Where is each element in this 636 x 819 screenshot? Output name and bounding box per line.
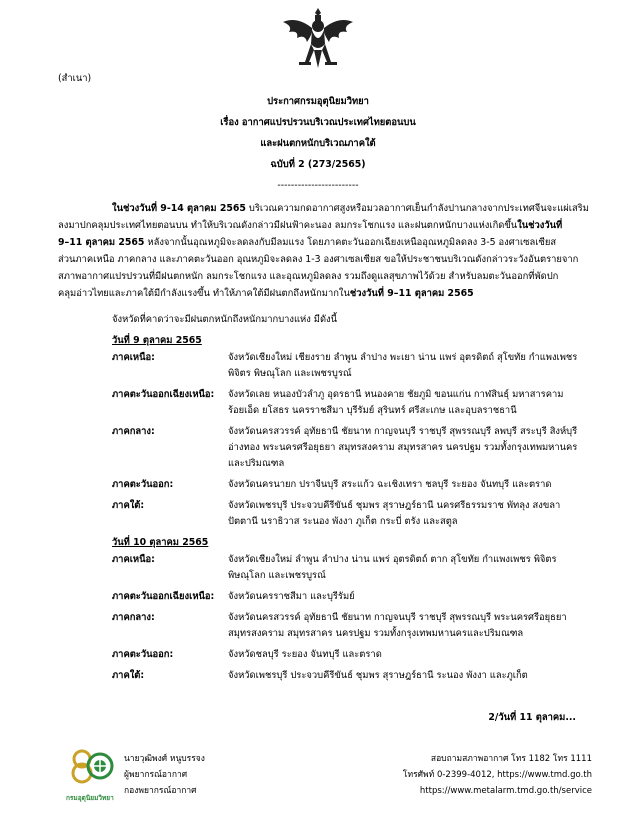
para1-line4: ส่วนภาคเหนือ ภาคกลาง และภาคตะวันออก อุณหภูมิจะลดลง 1-3 องศาเซลเซียส ขอให้ประชาชนบริเวณดังกล่าวระวังอันตรายจาก (58, 254, 579, 265)
day10-north-label: ภาคเหนือ: (112, 554, 155, 565)
day10-north-line2: พิษณุโลก และเพชรบูรณ์ (228, 570, 326, 581)
day10-south-label: ภาคใต้: (112, 670, 145, 681)
para1-line2-text: ลงมาปกคลุมประเทศไทยตอนบน ทำให้บริเวณดังกล่าวมีฝนฟ้าคะนอง ลมกระโชกแรง และฝนตกหนักบางแห่งเกิดขึ้น (58, 220, 518, 231)
para1-line1 (112, 201, 589, 217)
day9-central-line2: อ่างทอง พระนครศรีอยุธยา สมุทรสงคราม สมุทรสาคร นครปฐม รวมทั้งกรุงเทพมหานคร (228, 442, 578, 453)
day9-northeast-line1: จังหวัดเลย หนองบัวลำภู อุดรธานี หนองคาย ชัยภูมิ ขอนแก่น กาฬสินธุ์ มหาสารคาม (228, 389, 564, 400)
day10-central-line2: สมุทรสงคราม สมุทรสาคร นครปฐม รวมทั้งกรุงเทพมหานครและปริมณฑล (228, 628, 524, 639)
day9-central-line3: และปริมณฑล (228, 458, 285, 469)
para1-line5: สภาพอากาศแปรปรวนที่มีฝนตกหนัก ลมกระโชกแรง และอุณหภูมิลดลง รวมถึงดูแลสุขภาพไว้ด้วย สำหรับลมตะวันออกที่พัดปก (58, 271, 559, 282)
day10-heading: วันที่ 10 ตุลาคม 2565 (112, 537, 209, 548)
day9-central-label: ภาคกลาง: (112, 426, 155, 437)
para1-line2-bold: ในช่วงวันที่ (517, 220, 563, 231)
para1-line3 (58, 235, 556, 251)
day9-northeast-line2: ร้อยเอ็ด ยโสธร นครราชสีมา บุรีรัมย์ สุรินทร์ ศรีสะเกษ และอุบลราชธานี (228, 405, 517, 416)
contact-line-2: โทรศัพท์ 0-2399-4012, https://www.tmd.go.th (402, 770, 592, 780)
logo-text: กรมอุตุนิยมวิทยา (66, 794, 114, 802)
para2: จังหวัดที่คาดว่าจะมีฝนตกหนักถึงหนักมากบางแห่ง มีดังนี้ (112, 314, 338, 325)
separator: ------------------------ (277, 180, 359, 191)
contact-line-1: สอบถามสภาพอากาศ โทร 1182 โทร 1111 (430, 754, 592, 764)
para1-line3-bold: 9–11 ตุลาคม 2565 (58, 237, 145, 248)
signer-name: นายวุฒิพงศ์ หนูบรรจง (124, 754, 205, 764)
signer-division: กองพยากรณ์อากาศ (124, 786, 197, 796)
para1-line2 (58, 218, 562, 234)
para1-line6-bold: ช่วงวันที่ 9–11 ตุลาคม 2565 (349, 288, 474, 299)
day10-south-line1: จังหวัดเพชรบุรี ประจวบคีรีขันธ์ ชุมพร สุราษฎร์ธานี ระนอง พังงา และภูเก็ต (228, 670, 528, 681)
day10-central-label: ภาคกลาง: (112, 612, 155, 623)
day9-northeast-label: ภาคตะวันออกเฉียงเหนือ: (112, 389, 215, 400)
para1-line1-rest: บริเวณความกดอากาศสูงหรือมวลอากาศเย็นกำลังปานกลางจากประเทศจีนจะแผ่เสริม (245, 203, 589, 214)
day9-central-line1: จังหวัดนครสวรรค์ อุทัยธานี ชัยนาท กาญจนบุรี ราชบุรี สุพรรณบุรี ลพบุรี สระบุรี สิงห์บุรี (228, 426, 578, 437)
day10-northeast-line1: จังหวัดนครราชสีมา และบุรีรัมย์ (228, 591, 355, 602)
day10-east-label: ภาคตะวันออก: (112, 649, 174, 660)
day9-south-label: ภาคใต้: (112, 500, 145, 511)
para1-line6 (58, 286, 474, 302)
day9-south-line2: ปัตตานี นราธิวาส ระนอง พังงา ภูเก็ต กระบี่ ตรัง และสตูล (228, 516, 458, 527)
day9-east-line1: จังหวัดนครนายก ปราจีนบุรี สระแก้ว ฉะเชิงเทรา ชลบุรี ระยอง จันทบุรี และตราด (228, 479, 552, 490)
para1-line6-text: คลุมอ่าวไทยและภาคใต้มีกำลังแรงขึ้น ทำให้ภาคใต้มีฝนตกถึงหนักมากใน (58, 288, 350, 299)
day9-north-label: ภาคเหนือ: (112, 352, 155, 363)
day9-south-line1: จังหวัดเพชรบุรี ประจวบคีรีขันธ์ ชุมพร สุราษฎร์ธานี นครศรีธรรมราช พัทลุง สงขลา (228, 500, 561, 511)
day9-east-label: ภาคตะวันออก: (112, 479, 174, 490)
day9-north-line1: จังหวัดเชียงใหม่ เชียงราย ลำพูน ลำปาง พะเยา น่าน แพร่ อุตรดิตถ์ สุโขทัย กำแพงเพชร (228, 352, 578, 363)
day9-north-line2: พิจิตร พิษณุโลก และเพชรบูรณ์ (228, 368, 352, 379)
tmd-80-logo-icon (70, 745, 114, 793)
subject-line-2: และฝนตกหนักบริเวณภาคใต้ (260, 138, 376, 149)
continuation-note: 2/วันที่ 11 ตุลาคม... (488, 712, 576, 723)
page-title: ประกาศกรมอุตุนิยมวิทยา (267, 96, 369, 107)
day10-north-line1: จังหวัดเชียงใหม่ ลำพูน ลำปาง น่าน แพร่ อุตรดิตถ์ ตาก สุโขทัย กำแพงเพชร พิจิตร (228, 554, 557, 565)
copy-label: (สำเนา) (58, 73, 92, 84)
day9-heading: วันที่ 9 ตุลาคม 2565 (112, 335, 202, 346)
day10-central-line1: จังหวัดนครสวรรค์ อุทัยธานี ชัยนาท กาญจนบุรี ราชบุรี สุพรรณบุรี พระนครศรีอยุธยา (228, 612, 567, 623)
day10-east-line1: จังหวัดชลบุรี ระยอง จันทบุรี และตราด (228, 649, 382, 660)
contact-link[interactable]: https://www.metalarm.tmd.go.th/service (419, 786, 592, 796)
subject-line-1: เรื่อง อากาศแปรปรวนบริเวณประเทศไทยตอนบน (220, 117, 416, 128)
signer-role: ผู้พยากรณ์อากาศ (124, 770, 188, 780)
para1-lead: ในช่วงวันที่ 9-14 ตุลาคม 2565 (112, 203, 246, 214)
issue-number: ฉบับที่ 2 (273/2565) (270, 159, 366, 170)
para1-line3-rest: หลังจากนั้นอุณหภูมิจะลดลงกับมีลมแรง โดยภาคตะวันออกเฉียงเหนืออุณหภูมิลดลง 3-5 องศาเซลเซียส (144, 237, 557, 248)
garuda-emblem-icon (279, 6, 357, 72)
day10-northeast-label: ภาคตะวันออกเฉียงเหนือ: (112, 591, 215, 602)
